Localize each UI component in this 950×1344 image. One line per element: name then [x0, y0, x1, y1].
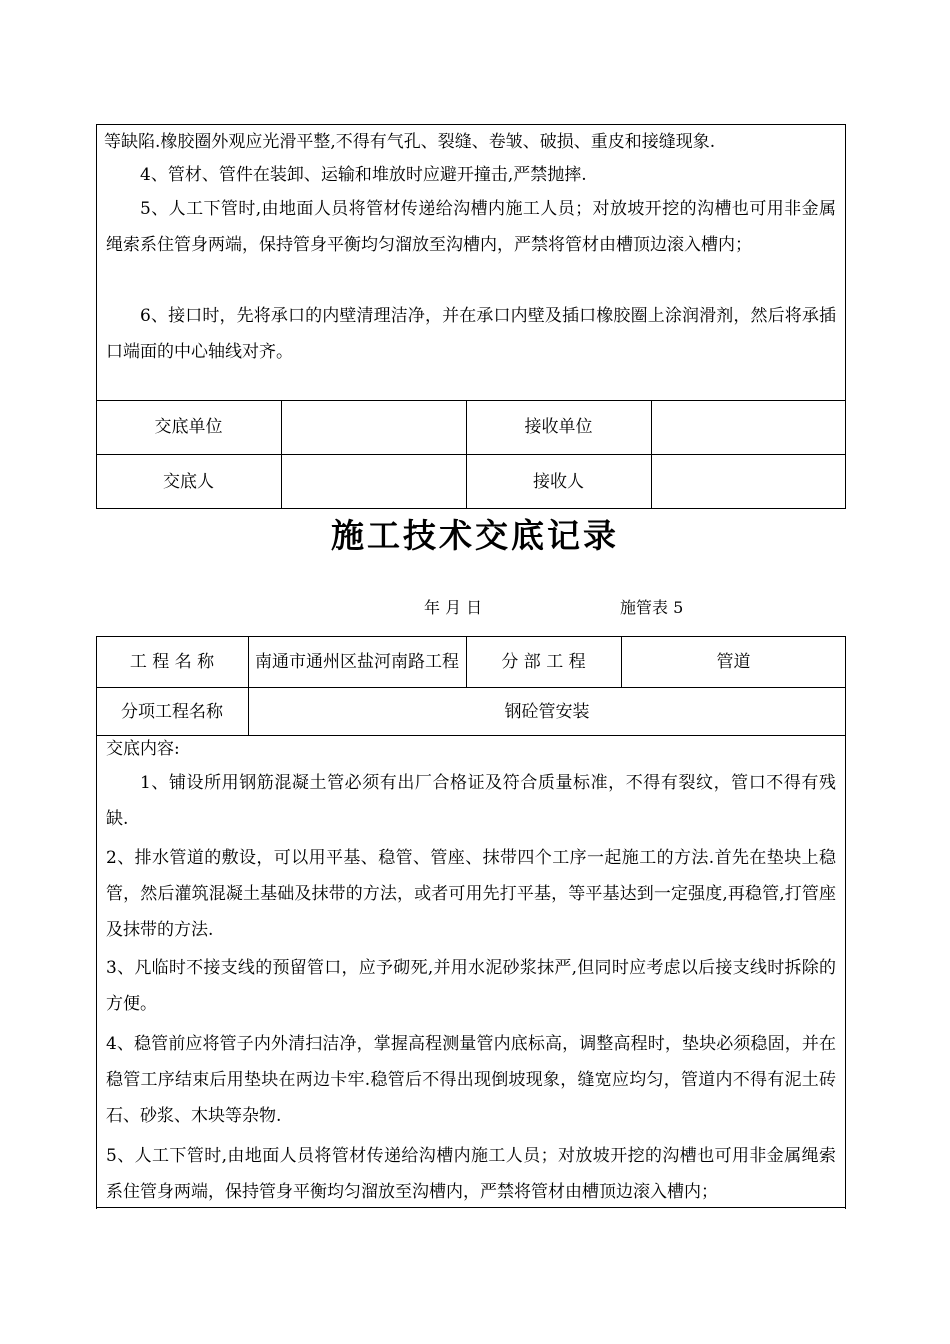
receiving-unit-label: 接收单位: [524, 417, 593, 437]
content-label: 交底内容:: [106, 739, 180, 759]
form-number: 施管表 5: [620, 598, 684, 617]
handover-person-label: 交底人: [163, 471, 214, 492]
handover-unit-field[interactable]: [281, 400, 466, 454]
record-content-area: [96, 736, 846, 1207]
project-name-value: 南通市通州区盐河南路工程: [255, 652, 459, 672]
project-name-label: 工 程 名 称: [129, 651, 215, 672]
content-paragraph-1: 1、铺设所用钢筋混凝土管必须有出厂合格证及符合质量标准，不得有裂纹，管口不得有残缺.: [106, 773, 836, 829]
content-paragraph-3: 3、凡临时不接支线的预留管口，应予砌死,并用水泥砂浆抹严,但同时应考虑以后接支线时拆除的方便。: [106, 958, 836, 1014]
handover-unit-label: 交底单位: [154, 417, 223, 437]
upper-paragraph-2: 4、管材、管件在装卸、运输和堆放时应避开撞击,严禁抛摔.: [140, 165, 587, 185]
record-title: 施工技术交底记录: [331, 516, 619, 555]
upper-paragraph-3: 5、人工下管时,由地面人员将管材传递给沟槽内施工人员；对放坡开挖的沟槽也可用非金属绳索系住管身两端，保持管身平衡均匀溜放至沟槽内，严禁将管材由槽顶边滚入槽内；: [106, 199, 836, 255]
receiver-field[interactable]: [651, 454, 846, 509]
subitem-label: 分项工程名称: [121, 701, 223, 722]
page-bottom-edge: [96, 1207, 846, 1208]
receiver-label: 接收人: [533, 471, 584, 492]
upper-paragraph-1: 等缺陷.橡胶圈外观应光滑平整,不得有气孔、裂缝、卷皱、破损、重皮和接缝现象.: [104, 132, 716, 152]
content-paragraph-4: 4、稳管前应将管子内外清扫洁净，掌握高程测量管内底标高，调整高程时，垫块必须稳固，并在稳管工序结束后用垫块在两边卡牢.稳管后不得出现倒坡现象，缝宽应均匀，管道内不得有泥土砖石、砂浆、木块等杂物.: [106, 1034, 836, 1126]
content-paragraph-5: 5、人工下管时,由地面人员将管材传递给沟槽内施工人员；对放坡开挖的沟槽也可用非金属绳索系住管身两端，保持管身平衡均匀溜放至沟槽内，严禁将管材由槽顶边滚入槽内；: [106, 1146, 836, 1202]
handover-person-field[interactable]: [281, 454, 466, 509]
content-paragraph-2: 2、排水管道的敷设，可以用平基、稳管、管座、抹带四个工序一起施工的方法.首先在垫块上稳管，然后灌筑混凝土基础及抹带的方法，或者可用先打平基，等平基达到一定强度,再稳管,打管座及抹带的方法.: [106, 848, 836, 940]
date-label: 年 月 日: [424, 598, 483, 617]
subitem-value: 钢砼管安装: [504, 701, 590, 722]
division-label: 分 部 工 程: [501, 651, 586, 672]
receiving-unit-field[interactable]: [651, 400, 846, 454]
upper-paragraph-4: 6、接口时，先将承口的内壁清理洁净，并在承口内壁及插口橡胶圈上涂润滑剂，然后将承插口端面的中心轴线对齐。: [106, 306, 836, 362]
division-value: 管道: [716, 651, 751, 672]
